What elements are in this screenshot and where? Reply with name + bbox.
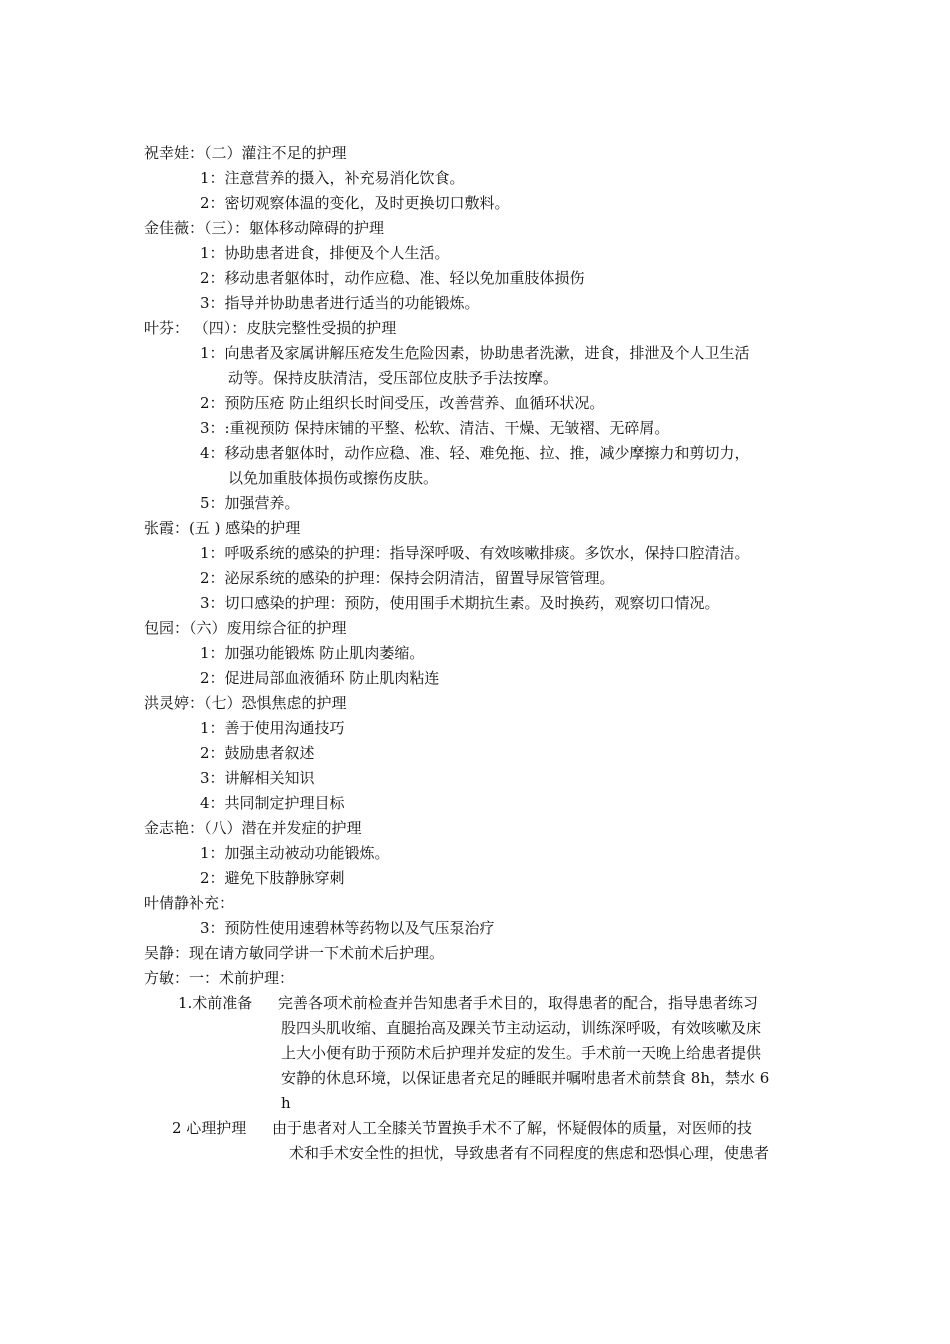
speaker-line: 金志艳：（八）潜在并发症的护理 [144,819,362,837]
list-item: 2：促进局部血液循环 防止肌肉粘连 [200,669,440,687]
list-item: 2：预防压疮 防止组织长时间受压，改善营养、血循环状况。 [200,394,605,412]
speaker-line: 祝幸娃：（二）灌注不足的护理 [144,144,347,162]
section-text-line: 术和手术安全性的担忧，导致患者有不同程度的焦虑和恐惧心理，使患者 [289,1144,770,1162]
list-item: 3：:重视预防 保持床铺的平整、松软、清洁、干燥、无皱褶、无碎屑。 [200,419,670,437]
list-item: 4：移动患者躯体时，动作应稳、准、轻、难免拖、拉、推，减少摩擦力和剪切力， [200,444,750,462]
list-item: 2：鼓励患者叙述 [200,744,315,762]
list-item: 2：避免下肢静脉穿刺 [200,869,345,887]
list-item: 3：指导并协助患者进行适当的功能锻炼。 [200,294,480,312]
list-item: 1：协助患者进食，排便及个人生活。 [200,244,450,262]
list-item: 1：加强功能锻炼 防止肌肉萎缩。 [200,644,425,662]
list-item: 3：讲解相关知识 [200,769,315,787]
list-item: 1：向患者及家属讲解压疮发生危险因素，协助患者洗漱，进食，排泄及个人卫生活 [200,344,750,362]
list-item: 1：注意营养的摄入，补充易消化饮食。 [200,169,465,187]
list-item-continuation: 动等。保持皮肤清洁，受压部位皮肤予手法按摩。 [228,369,559,387]
list-item: 1：加强主动被动功能锻炼。 [200,844,390,862]
list-item-continuation: 以免加重肢体损伤或擦伤皮肤。 [228,469,439,487]
section-label: 1.术前准备 [178,994,253,1012]
list-item: 2：泌尿系统的感染的护理：保持会阴清洁，留置导尿管管理。 [200,569,615,587]
section-label: 2 心理护理 [172,1119,247,1137]
list-item: 1：呼吸系统的感染的护理：指导深呼吸、有效咳嗽排痰。多饮水，保持口腔清洁。 [200,544,750,562]
section-text-line: h [281,1094,291,1112]
list-item: 5：加强营养。 [200,494,300,512]
speaker-line: 洪灵婷：（七）恐惧焦虑的护理 [144,694,347,712]
speaker-line: 吴静：现在请方敏同学讲一下术前术后护理。 [144,944,445,962]
section-text-line: 安静的休息环境，以保证患者充足的睡眠并嘱咐患者术前禁食 8h，禁水 6 [281,1069,770,1087]
speaker-line: 张霞：(五 ) 感染的护理 [144,519,301,537]
list-item: 3：预防性使用速碧林等药物以及气压泵治疗 [200,919,495,937]
list-item: 1：善于使用沟通技巧 [200,719,345,737]
list-item: 2：移动患者躯体时，动作应稳、准、轻以免加重肢体损伤 [200,269,585,287]
section-text-line: 由于患者对人工全膝关节置换手术不了解，怀疑假体的质量，对医师的技 [272,1119,753,1137]
speaker-line: 包园：（六）废用综合征的护理 [144,619,347,637]
section-text-line: 股四头肌收缩、直腿抬高及踝关节主动运动，训练深呼吸，有效咳嗽及床 [281,1019,762,1037]
speaker-line: 金佳薇：（三）：躯体移动障碍的护理 [144,219,385,237]
section-text-line: 完善各项术前检查并告知患者手术目的，取得患者的配合，指导患者练习 [278,994,759,1012]
speaker-line: 方敏：一：术前护理： [144,969,295,987]
list-item: 2：密切观察体温的变化，及时更换切口敷料。 [200,194,510,212]
list-item: 4：共同制定护理目标 [200,794,345,812]
speaker-line: 叶倩静补充： [144,894,235,912]
list-item: 3：切口感染的护理：预防，使用围手术期抗生素。及时换药，观察切口情况。 [200,594,720,612]
speaker-line: 叶芬： （四）：皮肤完整性受损的护理 [144,319,397,337]
section-text-line: 上大小便有助于预防术后护理并发症的发生。手术前一天晚上给患者提供 [281,1044,762,1062]
